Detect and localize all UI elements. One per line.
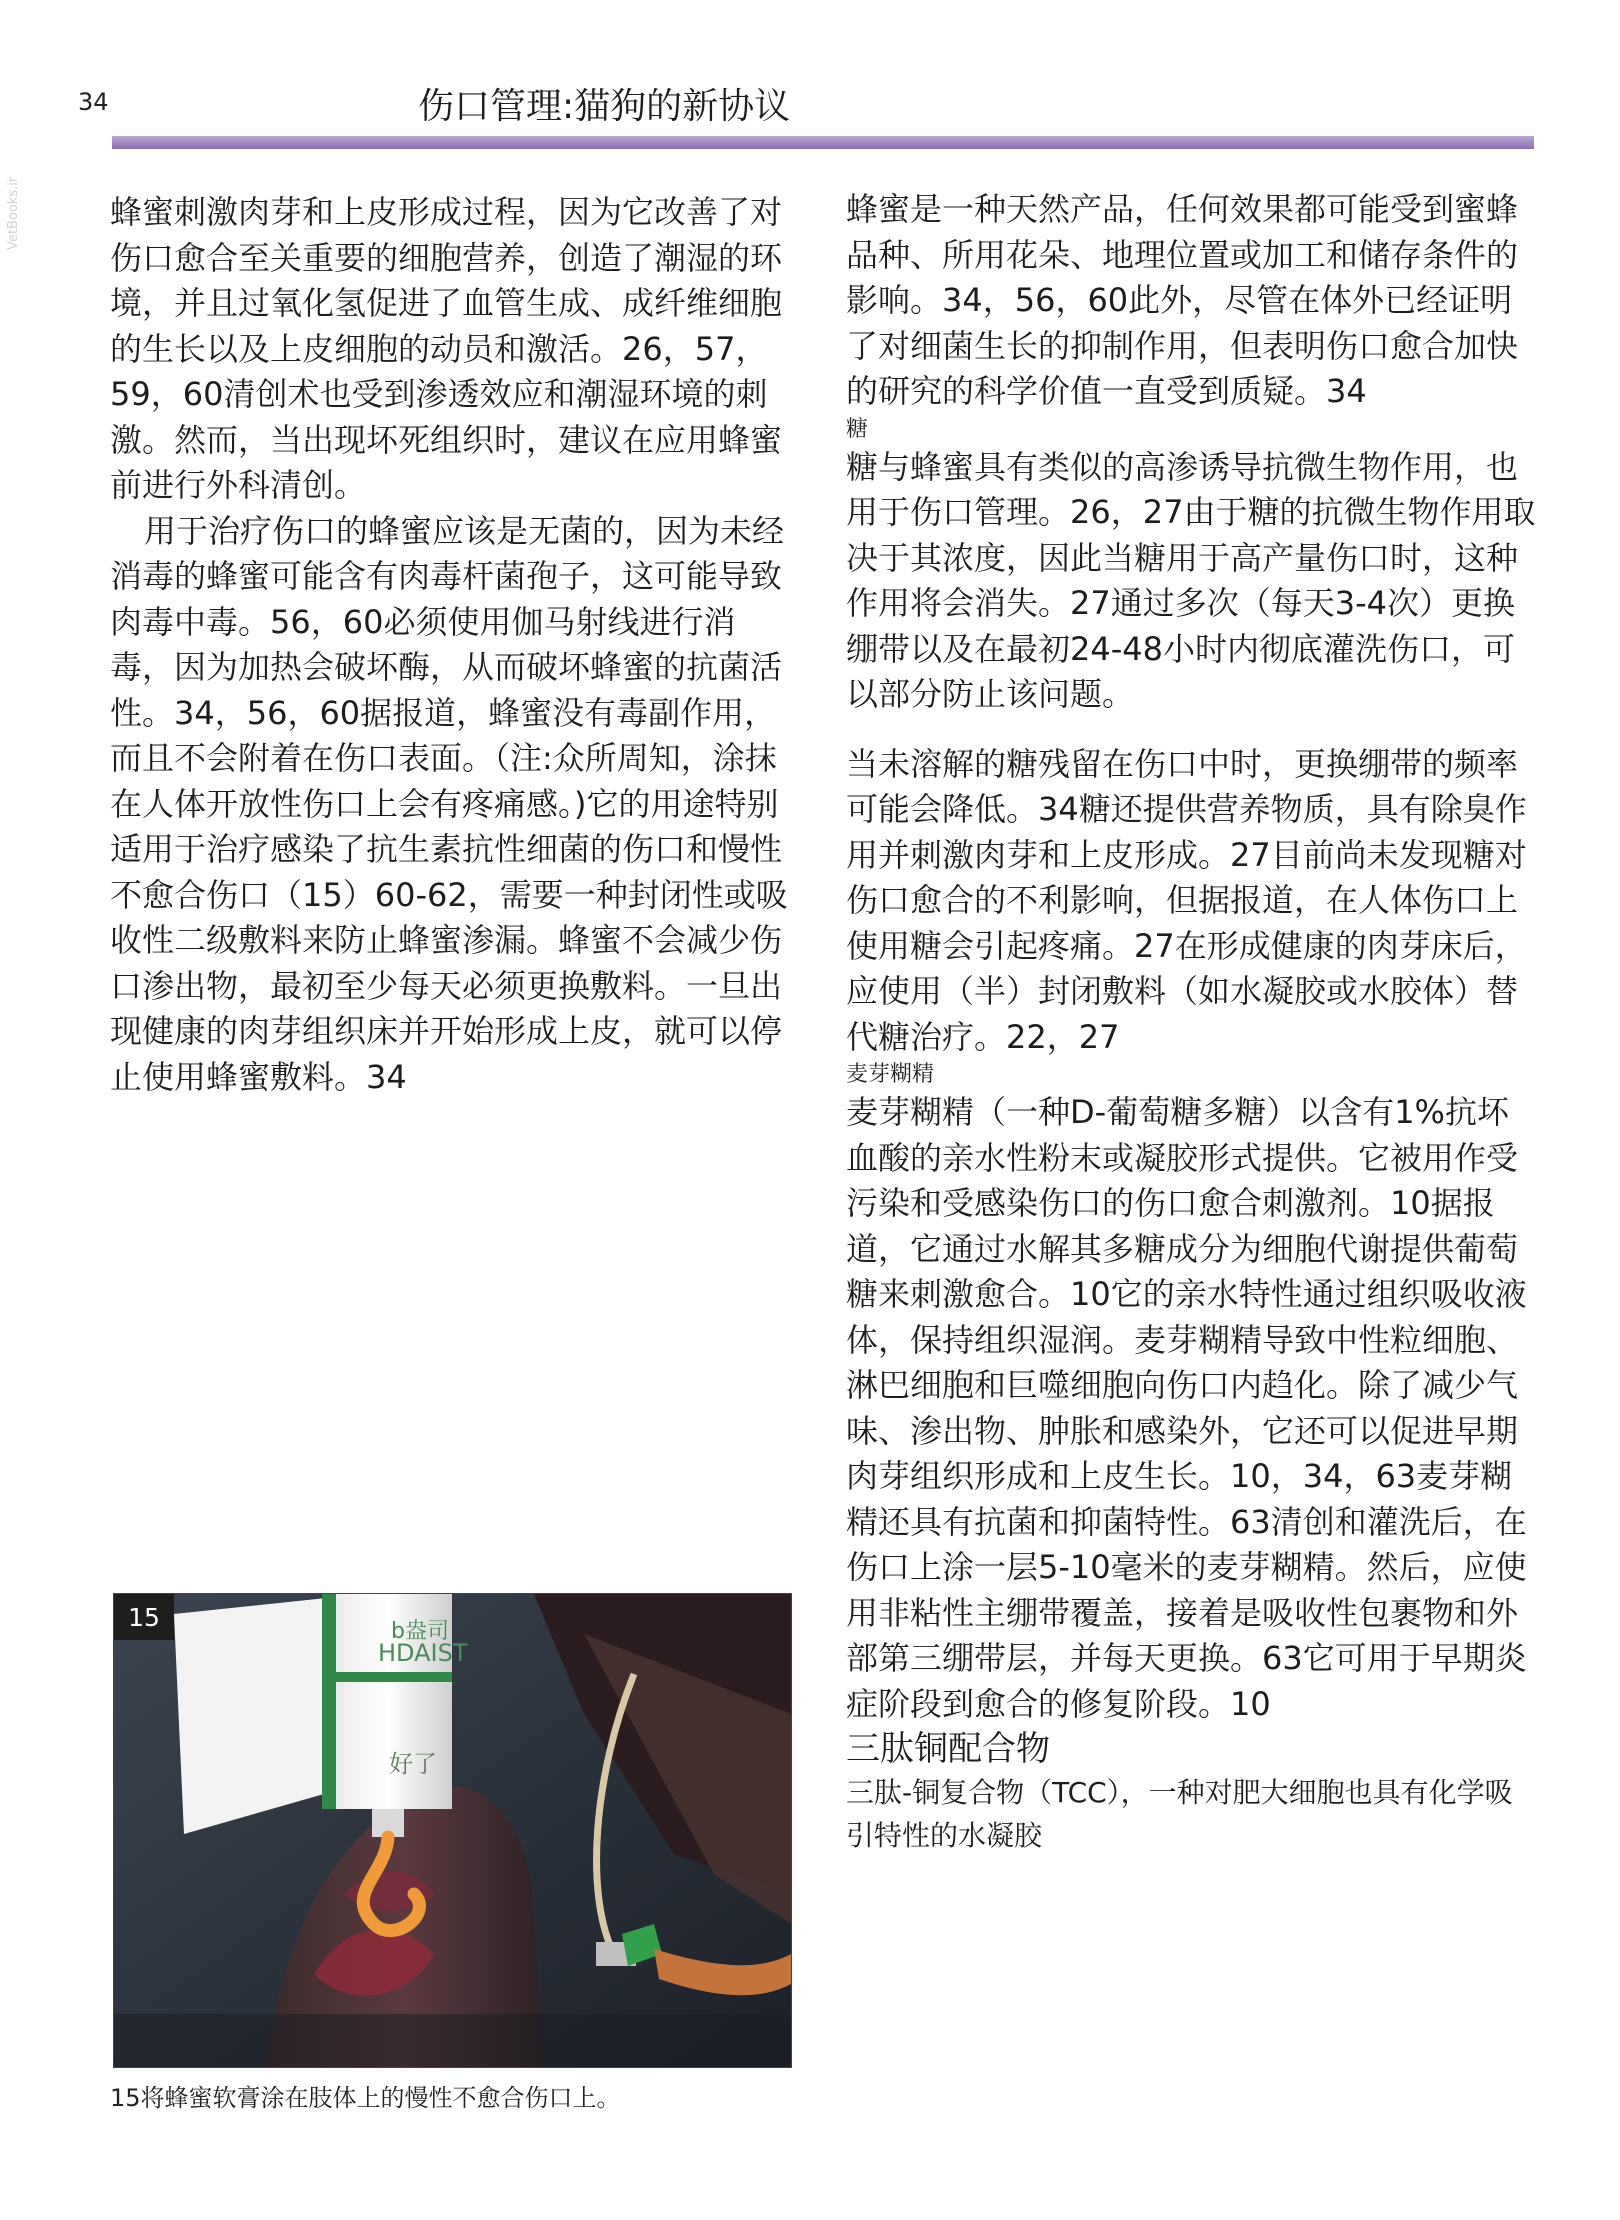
sugar-heading: 糖 — [846, 416, 869, 442]
maltodextrin-paragraph: 麦芽糊精（一种D-葡萄糖多糖）以含有1%抗坏血酸的亲水性粉末或凝胶形式提供。它被用作受污染和受感染伤口的伤口愈合刺激剂。10据报道，它通过水解其多糖成分为细胞代谢提供葡萄糖来刺激愈合。10它的亲水特性通过组织吸收液体，保持组织湿润。麦芽糊精导致中性粒细胞、淋巴细胞和巨噬细胞向伤口内趋化。除了减少气味、渗出物、肿胀和感染外，它还可以促进早期肉芽组织形成和上皮生长。10，34，63麦芽糊精还具有抗菌和抑菌特性。63清创和灌洗后，在伤口上涂一层5-10毫米的麦芽糊精。然后，应使用非粘性主绷带覆盖，接着是吸收性包裹物和外部第三绷带层，并每天更换。63它可用于早期炎症阶段到愈合的修复阶段。10 — [846, 1093, 1527, 1723]
tcc-paragraph: 三肽-铜复合物（TCC），一种对肥大细胞也具有化学吸引特性的水凝胶 — [846, 1776, 1513, 1852]
figure-15-photo — [113, 1593, 792, 2068]
honey-paragraph-1: 蜂蜜刺激肉芽和上皮形成过程，因为它改善了对伤口愈合至关重要的细胞营养，创造了潮湿的环境，并且过氧化氢促进了血管生成、成纤维细胞的生长以及上皮细胞的动员和激活。26，57，59，60清创术也受到渗透效应和潮湿环境的刺激。然而，当出现坏死组织时，建议在应用蜂蜜前进行外科清创。 — [110, 193, 783, 504]
maltodextrin-heading: 麦芽糊精 — [846, 1062, 935, 1087]
figure-caption: 15将蜂蜜软膏涂在肢体上的慢性不愈合伤口上。 — [110, 2084, 621, 2112]
right-column — [846, 187, 1536, 1857]
figure-number-label: 15 — [114, 1594, 174, 1640]
sugar-paragraph-2: 当未溶解的糖残留在伤口中时，更换绷带的频率可能会降低。34糖还提供营养物质，具有除臭作用并刺激肉芽和上皮形成。27目前尚未发现糖对伤口愈合的不利影响，但据报道，在人体伤口上使用糖会引起疼痛。27在形成健康的肉芽床后，应使用（半）封闭敷料（如水凝胶或水胶体）替代糖治疗。22，27 — [846, 744, 1527, 1056]
watermark: VetBooks.ir — [6, 176, 21, 250]
running-title: 伤口管理:猫狗的新协议 — [418, 86, 791, 127]
page-number: 34 — [78, 88, 109, 116]
tube-label-line-1: b盎司 — [391, 1619, 449, 1644]
tcc-heading: 三肽铜配合物 — [846, 1729, 1050, 1769]
tube-label-line-3: 好了 — [389, 1750, 437, 1778]
honey-paragraph-2: 用于治疗伤口的蜂蜜应该是无菌的，因为未经消毒的蜂蜜可能含有肉毒杆菌孢子，这可能导致肉毒中毒。56，60必须使用伽马射线进行消毒，因为加热会破坏酶，从而破坏蜂蜜的抗菌活性。34，56，60据报道，蜂蜜没有毒副作用，而且不会附着在伤口表面。（注:众所周知，涂抹在人体开放性伤口上会有疼痛感。)它的用途特别适用于治疗感染了抗生素抗性细菌的伤口和慢性不愈合伤口（15）60-62，需要一种封闭性或吸收性二级敷料来防止蜂蜜渗漏。蜂蜜不会减少伤口渗出物，最初至少每天必须更换敷料。一旦出现健康的肉芽组织床并开始形成上皮，就可以停止使用蜂蜜敷料。34 — [110, 511, 788, 1096]
header-rule — [112, 136, 1534, 149]
tube-label-line-2: HDAIST — [378, 1639, 468, 1667]
sugar-paragraph-1: 糖与蜂蜜具有类似的高渗诱导抗微生物作用，也用于伤口管理。26，27由于糖的抗微生物作用取决于其浓度，因此当糖用于高产量伤口时，这种作用将会消失。27通过多次（每天3-4次）更换绷带以及在最初24-48小时内彻底灌洗伤口，可以部分防止该问题。 — [846, 447, 1536, 713]
left-column — [110, 190, 790, 1100]
honey-intro-paragraph: 蜂蜜是一种天然产品，任何效果都可能受到蜜蜂品种、所用花朵、地理位置或加工和储存条件的影响。34，56，60此外，尽管在体外已经证明了对细菌生长的抑制作用，但表明伤口愈合加快的研究的科学价值一直受到质疑。34 — [846, 190, 1519, 410]
